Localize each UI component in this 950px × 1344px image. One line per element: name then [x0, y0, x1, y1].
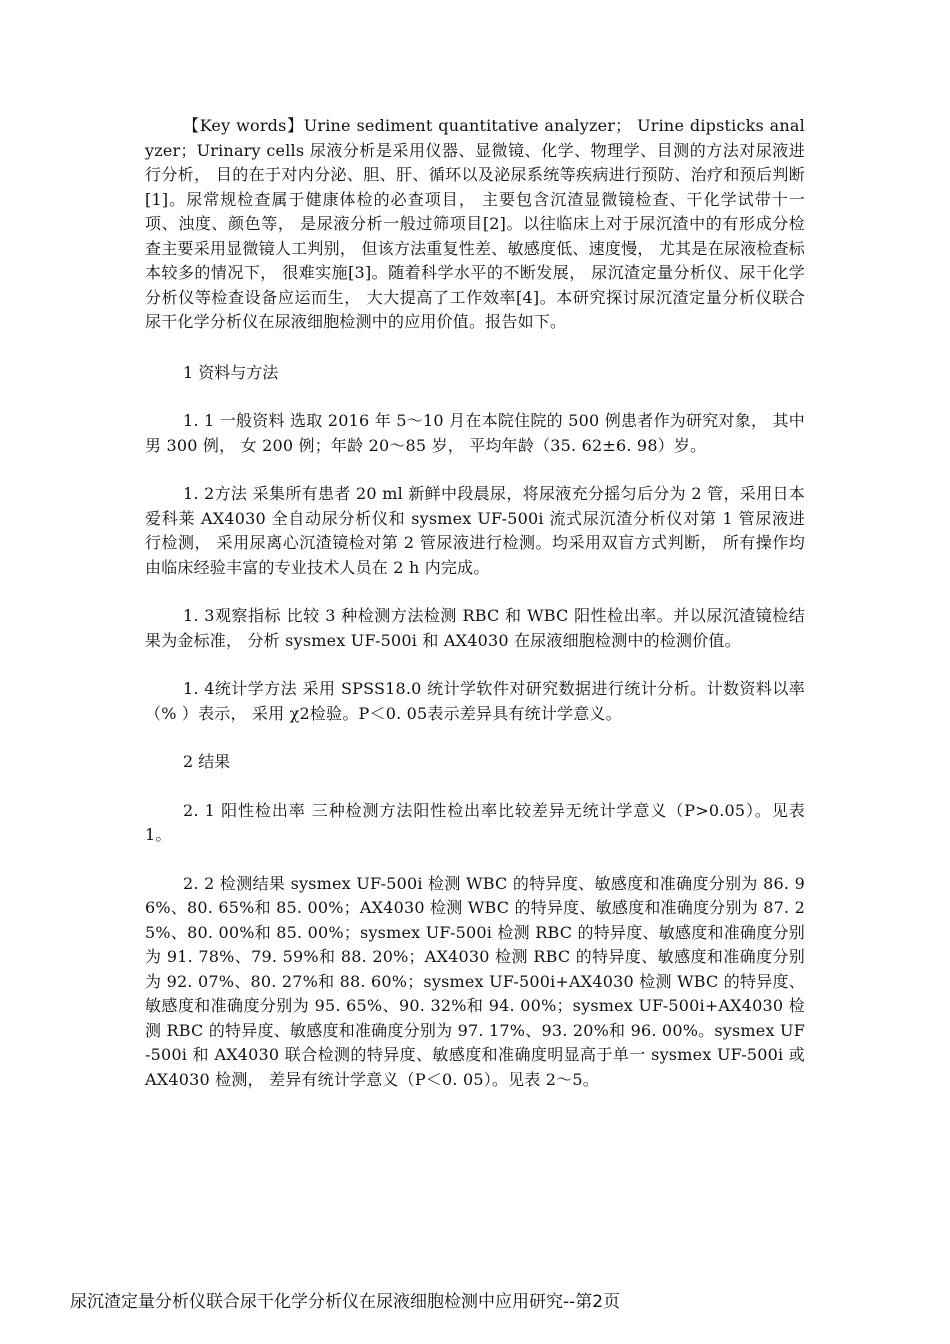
paragraph-1-2: 1. 2方法 采集所有患者 20 ml 新鲜中段晨尿，将尿液充分摇匀后分为 2 管，采用日本爱科莱 AX4030 全自动尿分析仪和 sysmex UF-500i 流式尿沉渣分析仪对第 1 管尿液进行检测， 采用尿离心沉渣镜检对第 2 管尿液进行检测。均采用双盲方式判断， 所有操作均由临床经验丰富的专业技术人员在 2 h 内完成。 — [145, 484, 805, 577]
paragraph-2-2: 2. 2 检测结果 sysmex UF-500i 检测 WBC 的特异度、敏感度和准确度分别为 86. 96%、80. 65%和 85. 00%；AX4030 检测 WBC 的特异度、敏感度和准确度分别为 87. 25%、80. 00%和 85. 00%；sysmex UF-500i 检测 RBC 的特异度、敏感度和准确度分别为 91. 78%、79. 59%和 88. 20%；AX4030 检测 RBC 的特异度、敏感度和准确度分别为 92. 07%、80. 27%和 88. 60%；sysmex UF-500i+AX4030 检测 WBC 的特异度、敏感度和准确度分别为 95. 65%、90. 32%和 94. 00%；sysmex UF-500i+AX4030 检测 RBC 的特异度、敏感度和准确度分别为 97. 17%、93. 20%和 96. 00%。sysmex UF-500i 和 AX4030 联合检测的特异度、敏感度和准确度明显高于单一 sysmex UF-500i 或 AX4030 检测， 差异有统计学意义（P＜0. 05）。见表 2～5。 — [145, 873, 805, 1089]
intro-paragraph: 【Key words】Urine sediment quantitative analyzer； Urine dipsticks analyzer；Urinary cells 尿液分析是采用仪器、显微镜、化学、物理学、目测的方法对尿液进行分析， 目的在于对内分泌、胆、肝、循环以及泌尿系统等疾病进行预防、治疗和预后判断[1]。尿常规检查属于健康体检的必查项目， 主要包含沉渣显微镜检查、干化学试带十一项、浊度、颜色等， 是尿液分析一般过筛项目[2]。以往临床上对于尿沉渣中的有形成分检查主要采用显微镜人工判别， 但该方法重复性差、敏感度低、速度慢， 尤其是在尿液检查标本较多的情况下， 很难实施[3]。随着科学水平的不断发展， 尿沉渣定量分析仪、尿干化学分析仪等检查设备应运而生， 大大提高了工作效率[4]。本研究探讨尿沉渣定量分析仪联合尿干化学分析仪在尿液细胞检测中的应用价值。报告如下。 — [145, 116, 805, 331]
paragraph-1-3: 1. 3观察指标 比较 3 种检测方法检测 RBC 和 WBC 阳性检出率。并以尿沉渣镜检结果为金标准， 分析 sysmex UF-500i 和 AX4030 在尿液细胞检测中的检测价值。 — [145, 606, 805, 650]
document-body — [145, 114, 805, 1092]
section-2-heading: 2 结果 — [183, 752, 231, 771]
paragraph-1-1: 1. 1 一般资料 选取 2016 年 5～10 月在本院住院的 500 例患者作为研究对象， 其中男 300 例， 女 200 例；年龄 20～85 岁， 平均年龄（35. 62±6. 98）岁。 — [145, 411, 805, 455]
paragraph-1-4: 1. 4统计学方法 采用 SPSS18.0 统计学软件对研究数据进行统计分析。计数资料以率（% ）表示， 采用 χ2检验。P＜0. 05表示差异具有统计学意义。 — [145, 679, 805, 723]
paragraph-2-1: 2. 1 阳性检出率 三种检测方法阳性检出率比较差异无统计学意义（P>0.05）。见表 1。 — [145, 800, 805, 844]
page-footer: 尿沉渣定量分析仪联合尿干化学分析仪在尿液细胞检测中应用研究--第2页 — [70, 1292, 621, 1312]
section-1-heading: 1 资料与方法 — [183, 362, 279, 382]
